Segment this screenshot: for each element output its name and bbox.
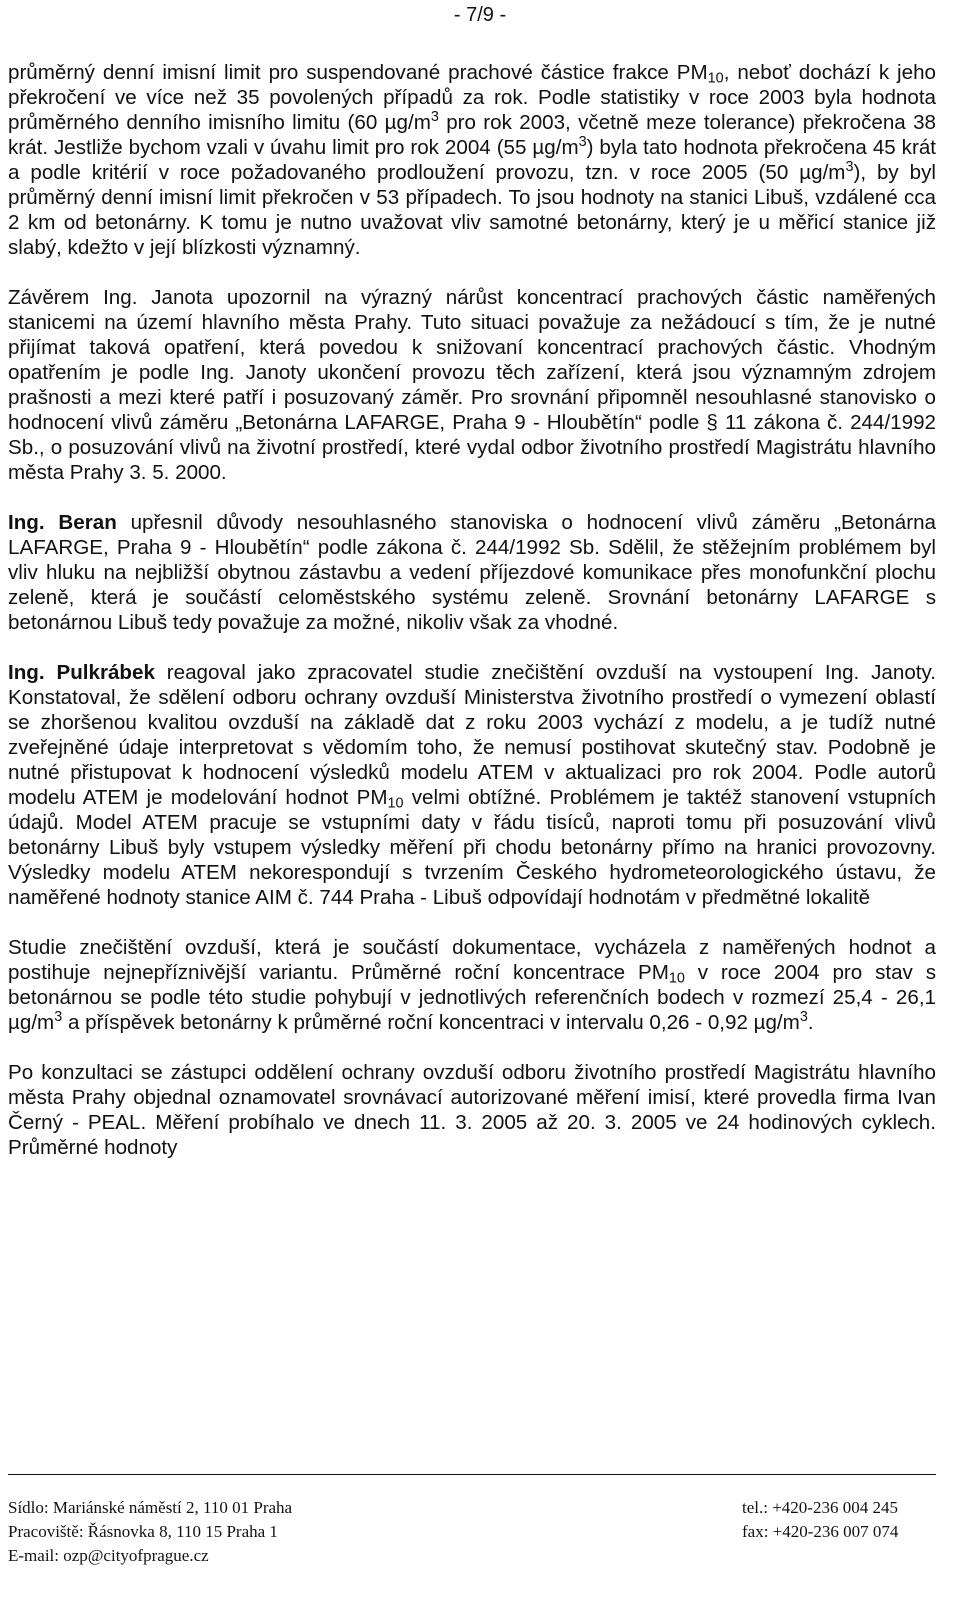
- footer-contact-block: [742, 1496, 898, 1544]
- paragraph-pulkrabek: Ing. Pulkrábek reagoval jako zpracovatel studie znečištění ovzduší na vystoupení Ing. Janoty. Konstatoval, že sdělení odboru ochrany ovzduší Ministerstva životního prostředí o vymezení oblastí se zhoršenou kvalitou ovzduší na základě dat z roku 2003 vychází z modelu, a je tudíž nutné zveřejněné údaje interpretovat s vědomím toho, že nemusí postihovat skutečný stav. Podobně je nutné přistupovat k hodnocení výsledků modelu ATEM v aktualizaci pro rok 2004. Podle autorů modelu ATEM je modelování hodnot $PM_{10}$ velmi obtížné. Problémem je taktéž stanovení vstupních údajů. Model ATEM pracuje se vstupními daty v řádu tisíců, naproti tomu při posuzování vlivů betonárny Libuš byly vstupem výsledky měření při chodu betonárny přímo na hranici provozovny. Výsledky modelu ATEM nekorespondují s tvrzením Českého hydrometeorologického ústavu, že naměřené hodnoty stanice AIM č. 744 Praha - Libuš odpovídají hodnotám v předmětné lokalitě: [8, 661, 936, 909]
- footer-fax: fax: +420-236 007 074: [742, 1522, 899, 1541]
- speaker-name: Ing. Pulkrábek: [8, 661, 155, 684]
- footer-workplace: Pracoviště: Řásnovka 8, 110 15 Praha 1: [8, 1522, 278, 1541]
- footer-address-block: [8, 1496, 292, 1568]
- paragraph-consultation: Po konzultaci se zástupci oddělení ochrany ovzduší odboru životního prostředí Magistrátu hlavního města Prahy objednal oznamovatel srovnávací autorizované měření imisí, které provedla firma Ivan Černý - PEAL. Měření probíhalo ve dnech 11. 3. 2005 až 20. 3. 2005 ve 24 hodinových cyklech. Průměrné hodnoty: [8, 1061, 936, 1159]
- speaker-name: Ing. Beran: [8, 511, 117, 534]
- footer-address: Sídlo: Mariánské náměstí 2, 110 01 Praha: [8, 1498, 293, 1517]
- page-number: - 7/9 -: [453, 4, 507, 26]
- paragraph-pm10-limit: průměrný denní imisní limit pro suspendované prachové částice frakce $PM_{10}$, neboť dochází k jeho překročení ve více než 35 povolených případů za rok. Podle statistiky v roce 2003 byla hodnota průměrného denního imisního limitu (60 $\mu g/m^3$ pro rok 2003, včetně meze tolerance) překročena 38 krát. Jestliže bychom vzali v úvahu limit pro rok 2004 (55 $\mu g/m^3$) byla tato hodnota překročena 45 krát a podle kritérií v roce požadovaného prodloužení provozu, tzn. v roce 2005 (50 $\mu g/m^3$), by byl průměrný denní imisní limit překročen v 53 případech. To jsou hodnoty na stanici Libuš, vzdálené cca 2 km od betonárny. K tomu je nutno uvažovat vliv samotné betonárny, který je u měřicí stanice již slabý, kdežto v její blízkosti významný.: [8, 61, 936, 259]
- footer-tel: tel.: +420-236 004 245: [742, 1498, 898, 1517]
- document-body: [8, 60, 936, 1160]
- paragraph-janota-conclusion: Závěrem Ing. Janota upozornil na výrazný nárůst koncentrací prachových částic naměřených stanicemi na území hlavního města Prahy. Tuto situaci považuje za nežádoucí s tím, že je nutné přijímat taková opatření, která povedou k snižovaní koncentrací prachových částic. Vhodným opatřením je podle Ing. Janoty ukončení provozu těch zařízení, která jsou významným zdrojem prašnosti a mezi které patří i posuzovaný záměr. Pro srovnání připomněl nesouhlasné stanovisko o hodnocení vlivů záměru „Betonárna LAFARGE, Praha 9 - Hloubětín“ podle § 11 zákona č. 244/1992 Sb., o posuzování vlivů na životní prostředí, které vydal odbor životního prostředí Magistrátu hlavního města Prahy 3. 5. 2000.: [8, 286, 936, 484]
- paragraph-air-study: Studie znečištění ovzduší, která je součástí dokumentace, vycházela z naměřených hodnot a postihuje nejnepříznivější variantu. Průměrné roční koncentrace $PM_{10}$ v roce 2004 pro stav s betonárnou se podle této studie pohybují v jednotlivých referenčních bodech v rozmezí 25,4 - 26,1 $\mu g/m^3$ a příspěvek betonárny k průměrné roční koncentraci v intervalu 0,26 - 0,92 $\mu g/m^3$.: [8, 936, 936, 1034]
- footer-email: E-mail: ozp@cityofprague.cz: [8, 1546, 209, 1565]
- footer-divider: [8, 1474, 936, 1475]
- paragraph-beran: Ing. Beran upřesnil důvody nesouhlasného stanoviska o hodnocení vlivů záměru „Betonárna LAFARGE, Praha 9 - Hloubětín“ podle zákona č. 244/1992 Sb. Sdělil, že stěžejním problémem byl vliv hluku na nejbližší obytnou zástavbu a vedení příjezdové komunikace přes monofunkční plochu zeleně, která je součástí celoměstského systému zeleně. Srovnání betonárny LAFARGE s betonárnou Libuš tedy považuje za možné, nikoliv však za vhodné.: [8, 511, 936, 634]
